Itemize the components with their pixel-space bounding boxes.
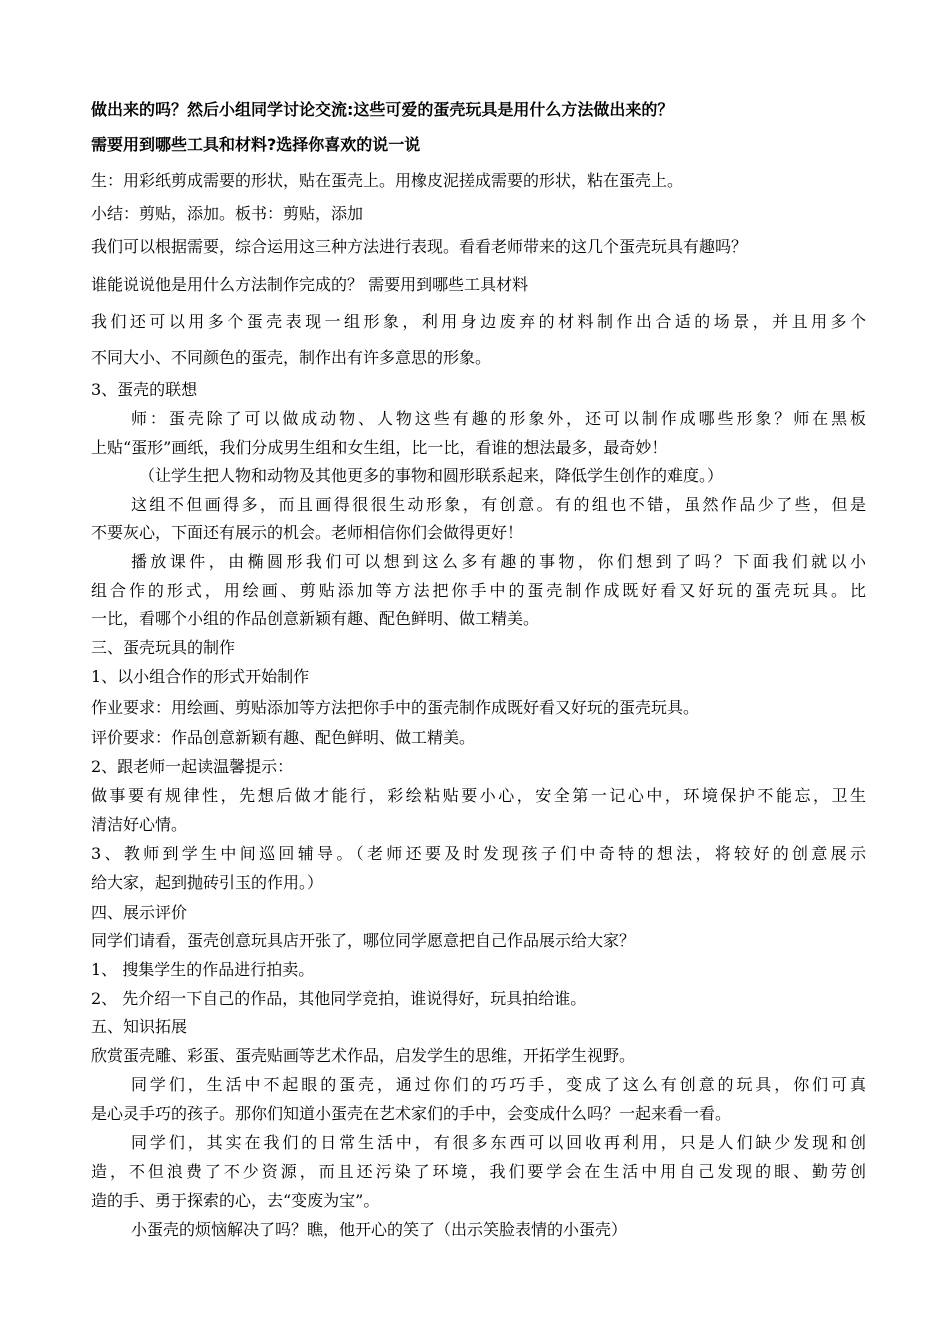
text-line: 不同大小、不同颜色的蛋壳，制作出有许多意思的形象。	[91, 348, 492, 367]
section-heading: 五、知识拓展	[91, 1017, 188, 1036]
text-line: 我们可以根据需要，综合运用这三种方法进行表现。看看老师带来的这几个蛋壳玩具有趣吗？	[91, 237, 748, 256]
section-heading: 三、蛋壳玩具的制作	[91, 638, 236, 657]
text-line: 同学们请看，蛋壳创意玩具店开张了，哪位同学愿意把自己作品展示给大家？	[91, 931, 636, 950]
list-item: 2、 先介绍一下自己的作品，其他同学竞拍，谁说得好，玩具拍给谁。	[91, 989, 587, 1008]
text-line: 小结：剪贴，添加。板书：剪贴，添加	[91, 204, 364, 223]
text-line: 不要灰心，下面还有展示的机会。老师相信你们会做得更好！	[91, 523, 524, 542]
text-line: 欣赏蛋壳雕、彩蛋、蛋壳贴画等艺术作品，启发学生的思维，开拓学生视野。	[91, 1046, 636, 1065]
text-line: 这组不但画得多，而且画得很很生动形象，有创意。有的组也不错，虽然作品少了些，但是	[131, 495, 866, 514]
text-line: 给大家，起到抛砖引玉的作用。）	[91, 873, 324, 892]
section-heading: 2、跟老师一起读温馨提示：	[91, 757, 294, 776]
text-line: 我们还可以用多个蛋壳表现一组形象，利用身边废弃的材料制作出合适的场景，并且用多个	[91, 312, 866, 331]
text-line: 做事要有规律性，先想后做才能行，彩绘粘贴要小心，安全第一记心中，环境保护不能忘，卫生	[91, 786, 866, 805]
text-line: 造，不但浪费了不少资源，而且还污染了环境，我们要学会在生活中用自己发现的眼、勤劳创	[91, 1162, 866, 1181]
text-line: 做出来的吗？然后小组同学讨论交流:这些可爱的蛋壳玩具是用什么方法做出来的？	[91, 100, 674, 119]
text-line: 谁能说说他是用什么方法制作完成的？ 需要用到哪些工具材料	[91, 275, 529, 294]
text-line: 上贴“蛋形”画纸，我们分成男生组和女生组，比一比，看谁的想法最多，最奇妙！	[91, 438, 668, 457]
section-heading: 1、以小组合作的形式开始制作	[91, 667, 310, 686]
text-line: 评价要求：作品创意新颖有趣、配色鲜明、做工精美。	[91, 728, 476, 747]
text-line: 作业要求：用绘画、剪贴添加等方法把你手中的蛋壳制作成既好看又好玩的蛋壳玩具。	[91, 698, 700, 717]
text-line: 一比，看哪个小组的作品创意新颖有趣、配色鲜明、做工精美。	[91, 609, 540, 628]
section-heading: 四、展示评价	[91, 903, 188, 922]
section-heading: 3、蛋壳的联想	[91, 380, 198, 399]
text-line: 是心灵手巧的孩子。那你们知道小蛋壳在艺术家们的手中，会变成什么吗？一起来看一看。	[91, 1104, 732, 1123]
text-line: 师：蛋壳除了可以做成动物、人物这些有趣的形象外，还可以制作成哪些形象？师在黑板	[131, 409, 866, 428]
text-line: 清洁好心情。	[91, 815, 188, 834]
text-line: 组合作的形式，用绘画、剪贴添加等方法把你手中的蛋壳制作成既好看又好玩的蛋壳玩具。比	[91, 581, 866, 600]
text-line: 小蛋壳的烦恼解决了吗？瞧，他开心的笑了（出示笑脸表情的小蛋壳）	[131, 1220, 628, 1239]
list-item: 1、 搜集学生的作品进行拍卖。	[91, 960, 315, 979]
text-line: 播放课件，由椭圆形我们可以想到这么多有趣的事物，你们想到了吗？下面我们就以小	[131, 552, 866, 571]
text-line: 同学们，生活中不起眼的蛋壳，通过你们的巧巧手，变成了这么有创意的玩具，你们可真	[131, 1075, 866, 1094]
text-line: 生：用彩纸剪成需要的形状，贴在蛋壳上。用橡皮泥搓成需要的形状，粘在蛋壳上。	[91, 171, 684, 190]
text-line: 3、教师到学生中间巡回辅导。（老师还要及时发现孩子们中奇特的想法，将较好的创意展示	[91, 844, 866, 863]
text-line: 需要用到哪些工具和材料?选择你喜欢的说一说	[91, 135, 421, 154]
text-line: （让学生把人物和动物及其他更多的事物和圆形联系起来，降低学生创作的难度。）	[139, 466, 724, 485]
text-line: 造的手、勇于探索的心，去“变废为宝”。	[91, 1191, 380, 1210]
text-line: 同学们，其实在我们的日常生活中，有很多东西可以回收再利用，只是人们缺少发现和创	[131, 1133, 866, 1152]
